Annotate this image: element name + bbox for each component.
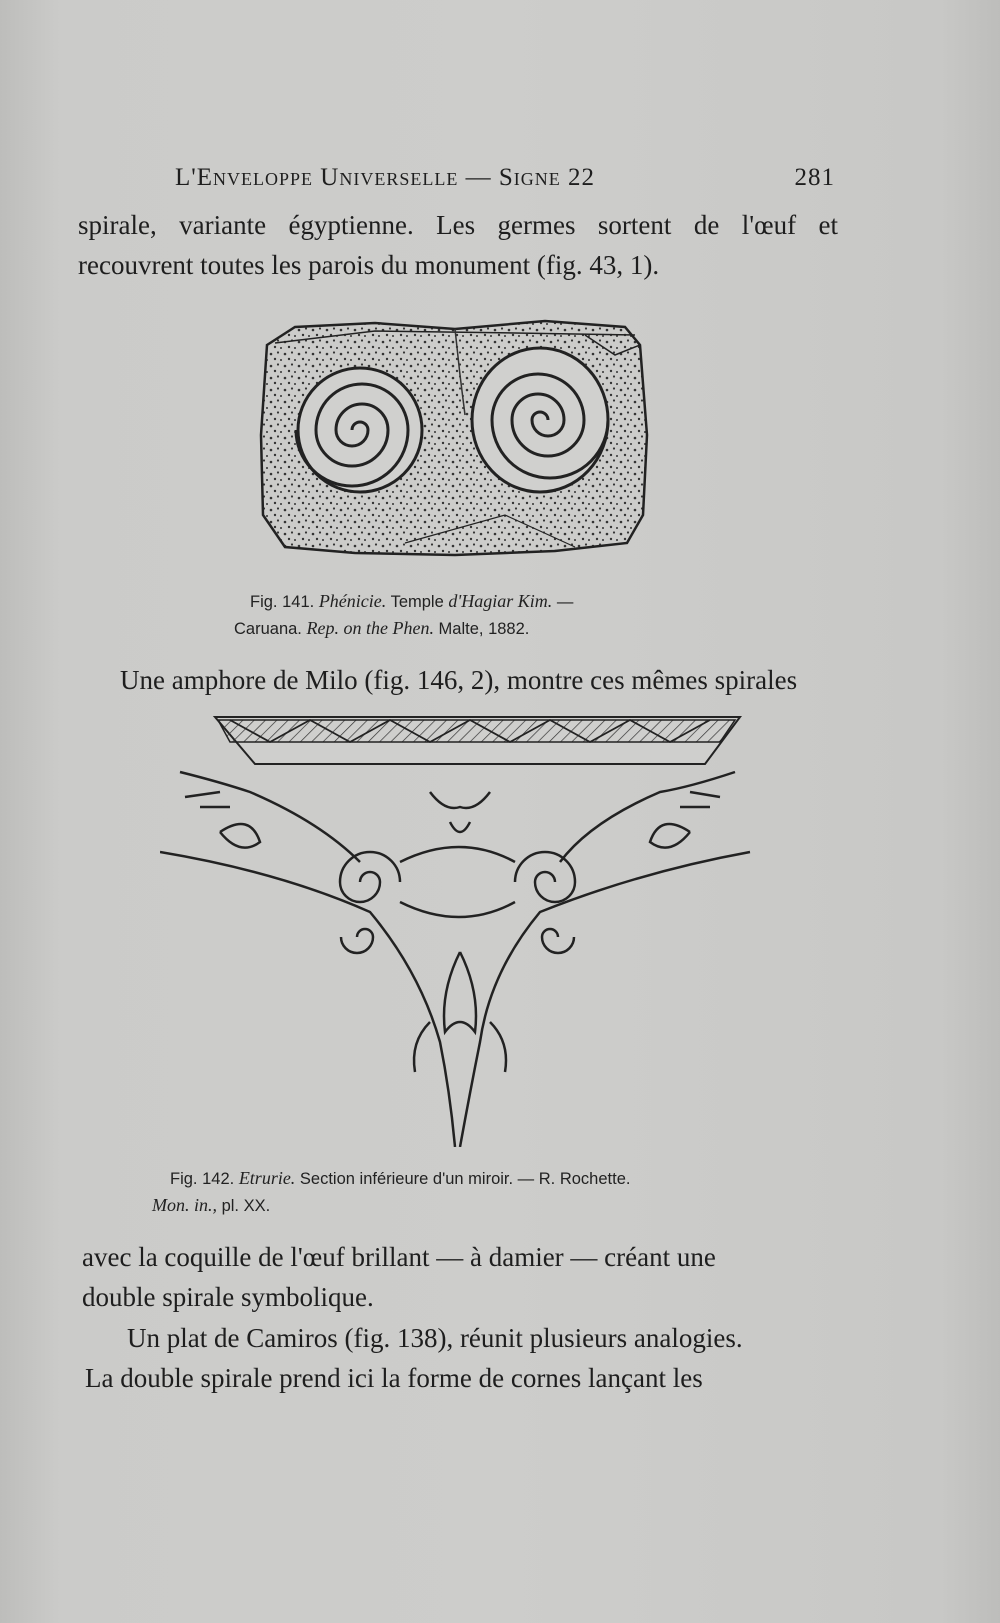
paragraph-2	[120, 660, 840, 700]
text-line: Un plat de Camiros (fig. 138), réunit plusieurs analogies.	[127, 1323, 743, 1353]
figure-142-caption	[152, 1165, 790, 1219]
paragraph-3	[82, 1237, 847, 1317]
figure-141-stone-relief	[255, 315, 660, 580]
caption-tail: Malte, 1882.	[438, 620, 530, 638]
caption-line	[152, 1192, 790, 1219]
text-line: double spirale symbolique.	[82, 1282, 374, 1312]
caption-temple: Temple	[390, 593, 444, 611]
caption-place: Etrurie.	[238, 1168, 296, 1188]
caption-reference: Mon. in.,	[152, 1195, 217, 1215]
text-line: avec la coquille de l'œuf brillant — à damier — créant une	[82, 1242, 716, 1272]
caption-number: Fig. 142.	[170, 1170, 235, 1188]
running-header	[175, 164, 835, 198]
caption-place: Phénicie.	[318, 591, 387, 611]
caption-site: d'Hagiar Kim.	[448, 591, 553, 611]
caption-number: Fig. 141.	[250, 593, 315, 611]
figure-142-mirror-engraving	[160, 712, 760, 1147]
caption-line	[250, 588, 670, 615]
text-line: spirale, variante égyptienne. Les germes sortent de l'œuf et	[78, 210, 838, 240]
running-title: L'Enveloppe Universelle — Signe 22	[175, 164, 595, 191]
paragraph-1	[78, 205, 838, 285]
figure-141-caption	[234, 588, 670, 642]
paragraph-4	[85, 1318, 850, 1398]
text-line: Une amphore de Milo (fig. 146, 2), montre ces mêmes spirales	[120, 665, 798, 695]
text-line: La double spirale prend ici la forme de cornes lançant les	[85, 1363, 703, 1393]
caption-line	[170, 1165, 790, 1192]
caption-line	[234, 615, 670, 642]
caption-reference: Rep. on the Phen.	[306, 618, 434, 638]
caption-tail: pl. XX.	[221, 1197, 271, 1215]
caption-dash: —	[556, 593, 574, 611]
page-number: 281	[794, 164, 835, 191]
caption-author: Caruana.	[234, 620, 302, 638]
caption-body: Section inférieure d'un miroir. — R. Rochette.	[299, 1170, 631, 1188]
text-line: recouvrent toutes les parois du monument (fig. 43, 1).	[78, 250, 660, 280]
